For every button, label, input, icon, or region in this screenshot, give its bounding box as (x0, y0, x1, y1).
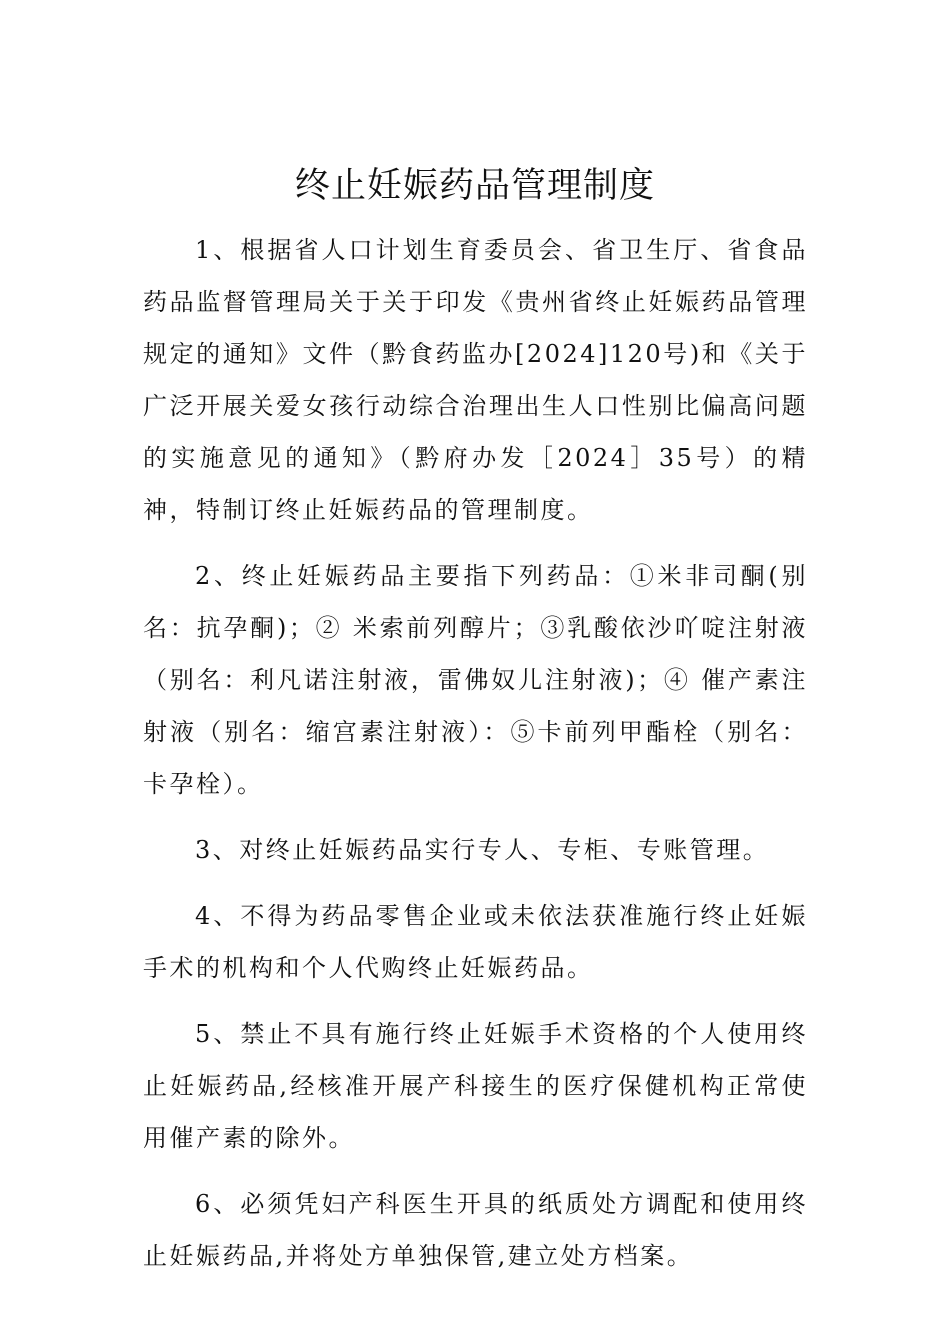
paragraph-2: 2、终止妊娠药品主要指下列药品：①米非司酮(别名：抗孕酮)；② 米索前列醇片；③乳酸依沙吖啶注射液（别名：利凡诺注射液，雷佛奴儿注射液)；④ 催产素注射液（别名：缩宫素注射液）：⑤卡前列甲酯栓（别名：卡孕栓）。 (143, 562, 808, 798)
document-title: 终止妊娠药品管理制度 (294, 166, 655, 206)
paragraph-6: 6、必须凭妇产科医生开具的纸质处方调配和使用终止妊娠药品,并将处方单独保管,建立处方档案。 (143, 1190, 808, 1270)
document-body (143, 224, 808, 1282)
paragraph-3: 3、对终止妊娠药品实行专人、专柜、专账管理。 (195, 836, 770, 864)
paragraph-4: 4、不得为药品零售企业或未依法获准施行终止妊娠手术的机构和个人代购终止妊娠药品。 (143, 902, 808, 982)
paragraph-5: 5、禁止不具有施行终止妊娠手术资格的个人使用终止妊娠药品,经核准开展产科接生的医疗保健机构正常使用催产素的除外。 (143, 1020, 808, 1152)
paragraph-1: 1、根据省人口计划生育委员会、省卫生厅、省食品药品监督管理局关于关于印发《贵州省终止妊娠药品管理规定的通知》文件（黔食药监办[2024]120号)和《关于广泛开展关爱女孩行动综合治理出生人口性别比偏高问题的实施意见的通知》（黔府办发［2024］35号）的精神，特制订终止妊娠药品的管理制度。 (143, 236, 808, 524)
